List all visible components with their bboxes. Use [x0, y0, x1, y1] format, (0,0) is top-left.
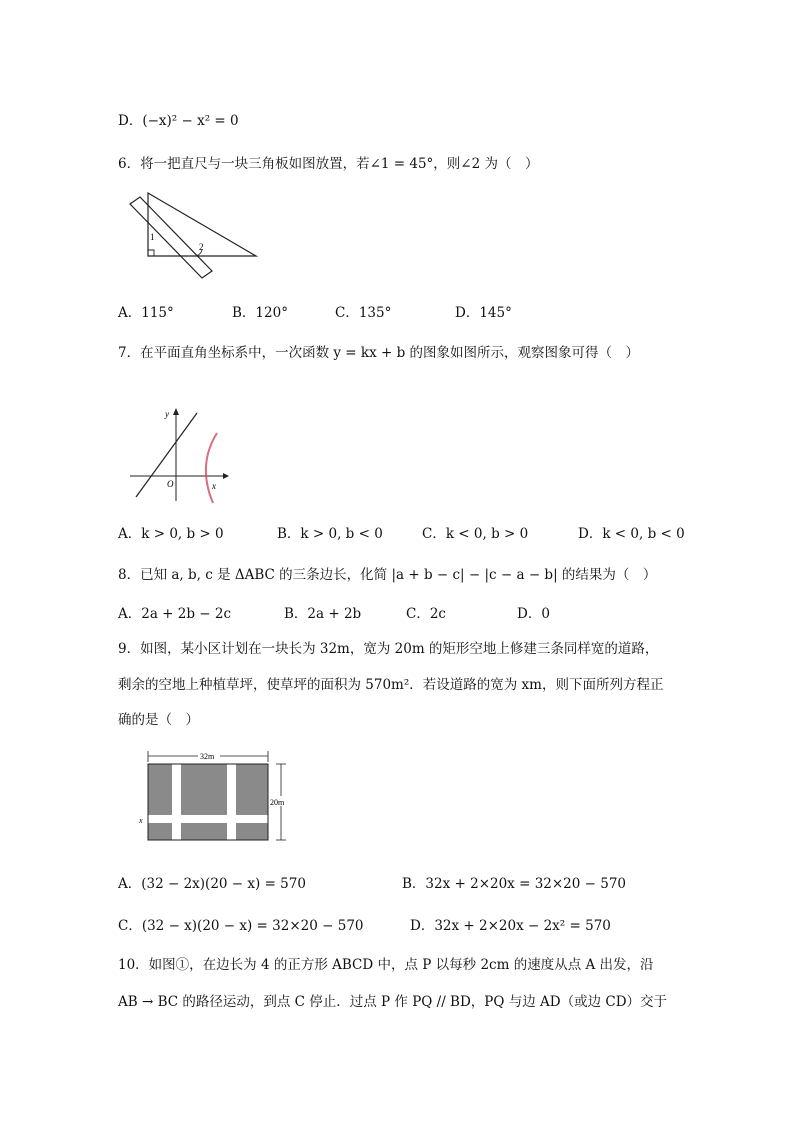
q8-option-d: D．0 — [517, 606, 550, 622]
width-label: 32m — [200, 752, 215, 761]
q6-option-b: B．120° — [232, 305, 288, 321]
origin-label: O — [167, 479, 174, 489]
q7-option-a: A．k > 0, b > 0 — [118, 526, 224, 542]
q8-option-b: B．2a + 2b — [284, 606, 362, 622]
q8-stem: 8．已知 a, b, c 是 ΔABC 的三条边长，化简 |a + b − c| − |c − a − b| 的结果为（ ） — [118, 567, 657, 583]
q9-option-c: C．(32 − x)(20 − x) = 32×20 − 570 — [118, 918, 364, 934]
q9-option-b: B．32x + 2×20x = 32×20 − 570 — [402, 876, 627, 892]
q7-stem: 7．在平面直角坐标系中，一次函数 y = kx + b 的图象如图所示，观察图象可得（ ） — [118, 345, 640, 361]
q8-option-c: C．2c — [406, 606, 446, 622]
q7-option-b: B．k > 0, b < 0 — [277, 526, 383, 542]
q6-option-a: A．115° — [118, 305, 174, 321]
q9-stem-line3: 确的是（ ） — [118, 712, 199, 728]
q6-option-d: D．145° — [455, 305, 512, 321]
q5-option-d: D．(−x)² − x² = 0 — [118, 113, 239, 129]
angle-2-label: 2 — [199, 242, 204, 252]
q6-ruler-triangle-figure — [128, 190, 263, 282]
q9-option-d: D．32x + 2×20x − 2x² = 570 — [410, 918, 611, 934]
x-axis-label: x — [212, 481, 216, 491]
q9-stem-line2: 剩余的空地上种植草坪，使草坪的面积为 570m²．若设道路的宽为 xm，则下面所列方程正 — [118, 677, 664, 693]
q8-option-a: A．2a + 2b − 2c — [118, 606, 232, 622]
q9-lawn-road-figure — [138, 748, 293, 843]
q6-option-c: C．135° — [335, 305, 392, 321]
q7-linear-function-graph — [125, 405, 235, 505]
q10-stem-line1: 10．如图①，在边长为 4 的正方形 ABCD 中，点 P 以每秒 2cm 的速度从点 A 出发，沿 — [118, 957, 654, 973]
road-width-label: x — [139, 816, 143, 825]
q7-option-c: C．k < 0, b > 0 — [422, 526, 529, 542]
angle-1-label: 1 — [150, 232, 155, 242]
q9-option-a: A．(32 − 2x)(20 − x) = 570 — [118, 876, 306, 892]
q10-stem-line2: AB → BC 的路径运动，到点 C 停止．过点 P 作 PQ // BD，PQ 与边 AD（或边 CD）交于 — [118, 994, 668, 1010]
y-axis-label: y — [165, 409, 169, 419]
height-label: 20m — [270, 798, 285, 807]
q6-stem: 6．将一把直尺与一块三角板如图放置，若∠1 = 45°，则∠2 为（ ） — [118, 156, 539, 172]
q7-option-d: D．k < 0, b < 0 — [578, 526, 685, 542]
q9-stem-line1: 9．如图，某小区计划在一块长为 32m，宽为 20m 的矩形空地上修建三条同样宽的道路， — [118, 641, 659, 657]
